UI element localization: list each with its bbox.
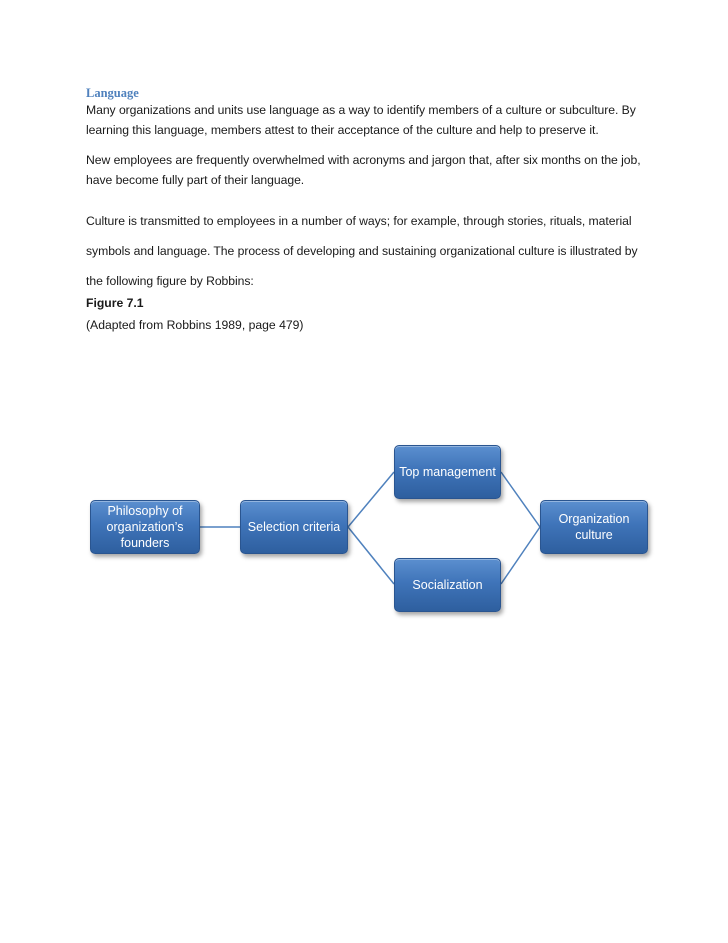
paragraph-culture-transmission: Culture is transmitted to employees in a number of ways; for example, through stories, rituals, material symbols and language. The process of developing and sustaining organizational culture is illustrated by the following figure by Robbins: <box>86 214 638 288</box>
node-philosophy-label: Philosophy of organization’s founders <box>106 504 184 550</box>
node-selection-criteria <box>240 500 348 554</box>
paragraph-new-employees: New employees are frequently overwhelmed with acronyms and jargon that, after six months on the job, have become fully part of their language. <box>86 153 641 187</box>
section-heading: Language <box>86 86 139 100</box>
connector-selection-socialization <box>348 527 394 584</box>
node-socialization-label: Socialization <box>412 578 483 592</box>
node-culture-label: Organization culture <box>558 512 630 542</box>
connector-topmanagement-culture <box>501 472 540 527</box>
node-socialization <box>394 558 501 612</box>
node-selection-label: Selection criteria <box>247 520 341 534</box>
figure-title: Figure 7.1 <box>86 296 144 310</box>
node-top-management-label: Top management <box>399 465 496 479</box>
connector-selection-topmanagement <box>348 472 394 527</box>
connector-socialization-culture <box>501 527 540 584</box>
paragraph-language-identity: Many organizations and units use language as a way to identify members of a culture or subculture. By learning this language, members attest to their acceptance of the culture and help to preserve it. <box>86 103 636 137</box>
figure-caption: (Adapted from Robbins 1989, page 479) <box>86 318 304 332</box>
node-organization-culture <box>540 500 648 554</box>
node-philosophy-of-founders <box>90 500 200 554</box>
node-top-management <box>394 445 501 499</box>
